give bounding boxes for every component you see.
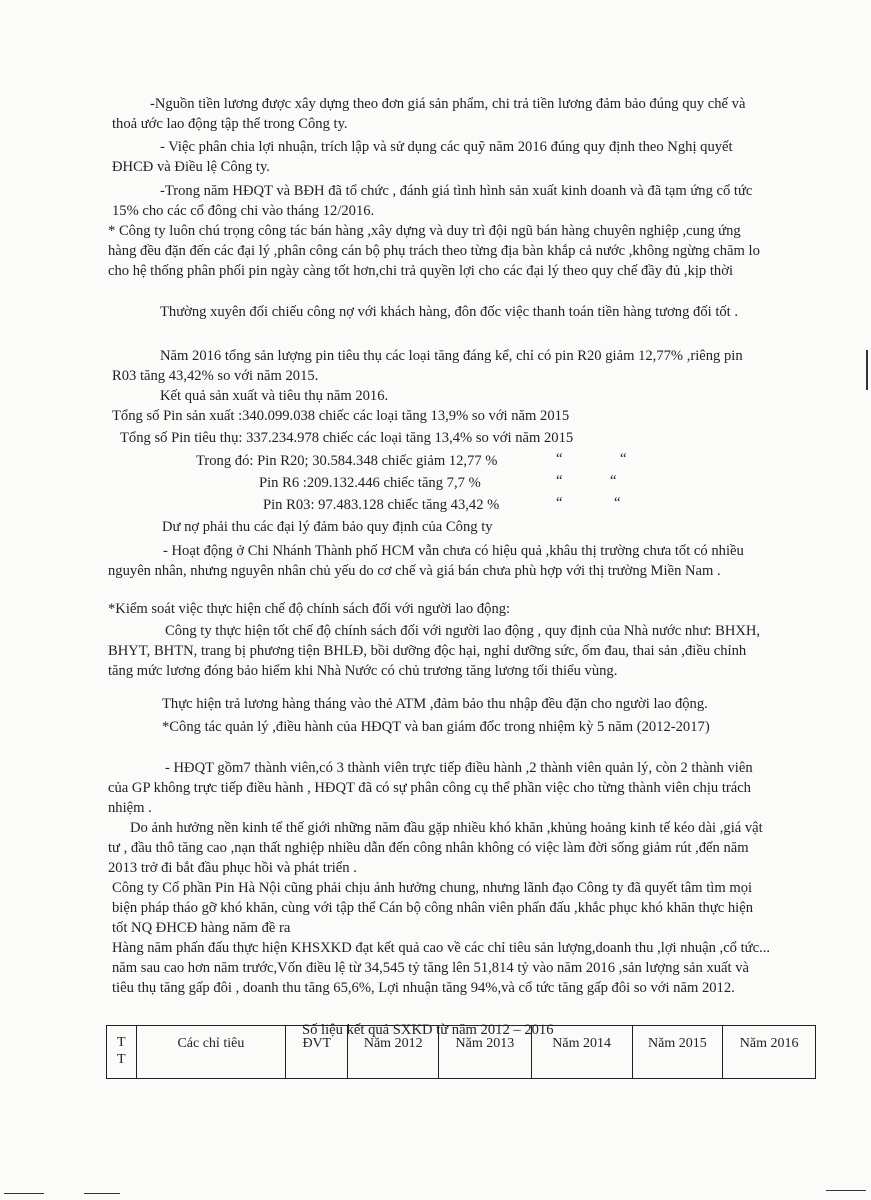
scan-edge-mark <box>84 1193 120 1194</box>
paragraph-dividend: -Trong năm HĐQT và BĐH đã tổ chức , đánh giá tình hình sản xuất kinh doanh và đã tạm ứng cổ tức 15% cho các cổ đông chi vào tháng 12/2016. <box>112 183 753 219</box>
header-year-2015: Năm 2015 <box>632 1026 723 1079</box>
ditto-mark: “ <box>556 495 563 511</box>
ditto-mark: “ <box>620 451 627 467</box>
paragraph-economy: Do ảnh hưởng nền kinh tế thế giới những năm đầu gặp nhiều khó khăn ,khủng hoảng kinh tế kéo dài ,giá vật tư , đầu thô tăng cao ,nạn thất nghiệp nhiều dẫn đến công nhân không có việc làm đời sống giảm rút ,đến năm 2013 trở đi bắt đầu phục hồi và phát triển . <box>108 820 763 876</box>
header-year-2012: Năm 2012 <box>348 1026 439 1079</box>
paragraph-profit-distribution: - Việc phân chia lợi nhuận, trích lập và sử dụng các quỹ năm 2016 đúng quy định theo Nghị quyết ĐHCĐ và Điều lệ Công ty. <box>112 139 733 175</box>
header-year-2013: Năm 2013 <box>439 1026 532 1079</box>
ditto-mark: “ <box>556 473 563 489</box>
paragraph-company-effort: Công ty Cổ phần Pin Hà Nội cũng phải chịu ảnh hưởng chung, nhưng lãnh đạo Công ty đã quyết tâm tìm mọi biện pháp tháo gỡ khó khăn, cùng với tập thể Cán bộ công nhân viên phấn đấu ,khắc phục khó khăn thực hiện tốt NQ ĐHCĐ hàng năm đề ra <box>112 880 753 936</box>
total-consumed: Tổng số Pin tiêu thụ: 337.234.978 chiếc các loại tăng 13,4% so với năm 2015 <box>120 430 574 446</box>
paragraph-board: - HĐQT gồm7 thành viên,có 3 thành viên trực tiếp điều hành ,2 thành viên quản lý, còn 2 thành viên của GP không trực tiếp điều hành , HĐQT đã có sự phân công cụ thể phần việc cho từng thành viên chịu trách nhiệm . <box>108 760 753 816</box>
paragraph-annual-results: Hàng năm phấn đấu thực hiện KHSXKD đạt kết quả cao về các chỉ tiêu sản lượng,doanh thu ,lợi nhuận ,cổ tức... năm sau cao hơn năm trước,Vốn điều lệ từ 34,545 tỷ tăng lên 51,814 tỷ vào năm 2016 ,sản lượng sản xuất và tiêu thụ tăng gấp đôi , doanh thu tăng 65,6%, Lợi nhuận tăng 94%,và cổ tức tăng gấp đôi so với năm 2012. <box>112 940 771 996</box>
management-heading: *Công tác quản lý ,điều hành của HĐQT và ban giám đốc trong nhiệm kỳ 5 năm (2012-2017) <box>162 719 710 735</box>
table-title: Số liệu kết quả SXKD từ năm 2012 – 2016 <box>302 1021 554 1038</box>
scan-edge-mark <box>826 1190 866 1191</box>
total-produced: Tổng số Pin sản xuất :340.099.038 chiếc các loại tăng 13,9% so với năm 2015 <box>112 408 570 424</box>
ditto-mark: “ <box>556 451 563 467</box>
header-unit: ĐVT <box>286 1026 348 1079</box>
labor-policy-heading: *Kiểm soát việc thực hiện chế độ chính sách đối với người lao động: <box>108 601 511 617</box>
paragraph-2016-output: Năm 2016 tổng sản lượng pin tiêu thụ các loại tăng đáng kể, chỉ có pin R20 giảm 12,77% ,riêng pin R03 tăng 43,42% so với năm 2015. <box>112 348 743 384</box>
breakdown-r03: Pin R03: 97.483.128 chiếc tăng 43,42 % <box>263 497 500 513</box>
results-table <box>106 1025 816 1079</box>
scan-edge-mark <box>866 350 868 390</box>
header-indicator: Các chỉ tiêu <box>136 1026 286 1079</box>
paragraph-hcm-branch: - Hoạt động ở Chi Nhánh Thành phố HCM vẫn chưa có hiệu quả ,khâu thị trường chưa tốt có nhiều nguyên nhân, nhưng nguyên nhân chủ yếu do cơ chế và giá bán chưa phù hợp với thị trường Miền Nam . <box>108 543 744 579</box>
header-year-2014: Năm 2014 <box>531 1026 632 1079</box>
atm-salary-line: Thực hiện trả lương hàng tháng vào thẻ ATM ,đảm bảo thu nhập đều đặn cho người lao động. <box>162 696 708 712</box>
table-header-row <box>107 1026 816 1079</box>
results-heading: Kết quả sản xuất và tiêu thụ năm 2016. <box>160 388 389 404</box>
ditto-mark: “ <box>610 473 617 489</box>
paragraph-salary-source: -Nguồn tiền lương được xây dựng theo đơn giá sản phẩm, chi trả tiền lương đảm bảo đúng quy chế và thoả ước lao động tập thể trong Công ty. <box>112 96 746 132</box>
header-tt: T T <box>107 1026 137 1079</box>
paragraph-labor-policy: Công ty thực hiện tốt chế độ chính sách đối với người lao động , quy định của Nhà nước như: BHXH, BHYT, BHTN, trang bị phương tiện BHLĐ, bồi dưỡng độc hại, nghỉ dưỡng sức, ốm đau, thai sản ,điều chỉnh tăng mức lương đóng bảo hiểm khi Nhà Nước có chủ trương tăng lương tối thiểu vùng. <box>108 623 761 679</box>
paragraph-debt-reconciliation: Thường xuyên đối chiếu công nợ với khách hàng, đôn đốc việc thanh toán tiền hàng tương đối tốt . <box>160 304 739 320</box>
ditto-mark: “ <box>614 495 621 511</box>
breakdown-r20: Trong đó: Pin R20; 30.584.348 chiếc giảm 12,77 % <box>196 453 498 469</box>
receivables-line: Dư nợ phải thu các đại lý đảm bảo quy định của Công ty <box>162 519 493 535</box>
header-year-2016: Năm 2016 <box>723 1026 816 1079</box>
scan-edge-mark <box>4 1193 44 1194</box>
breakdown-r6: Pin R6 :209.132.446 chiếc tăng 7,7 % <box>259 475 481 491</box>
paragraph-sales: * Công ty luôn chú trọng công tác bán hàng ,xây dựng và duy trì đội ngũ bán hàng chuyên nghiệp ,cung ứng hàng đều đặn đến các đại lý ,phân công cán bộ phụ trách theo từng địa bàn khắp cả nước ,không ngừng chăm lo cho hệ thống phân phối pin ngày càng tốt hơn,chi trả quyền lợi cho các đại lý theo quy chế đầy đủ ,kịp thời <box>108 223 760 279</box>
